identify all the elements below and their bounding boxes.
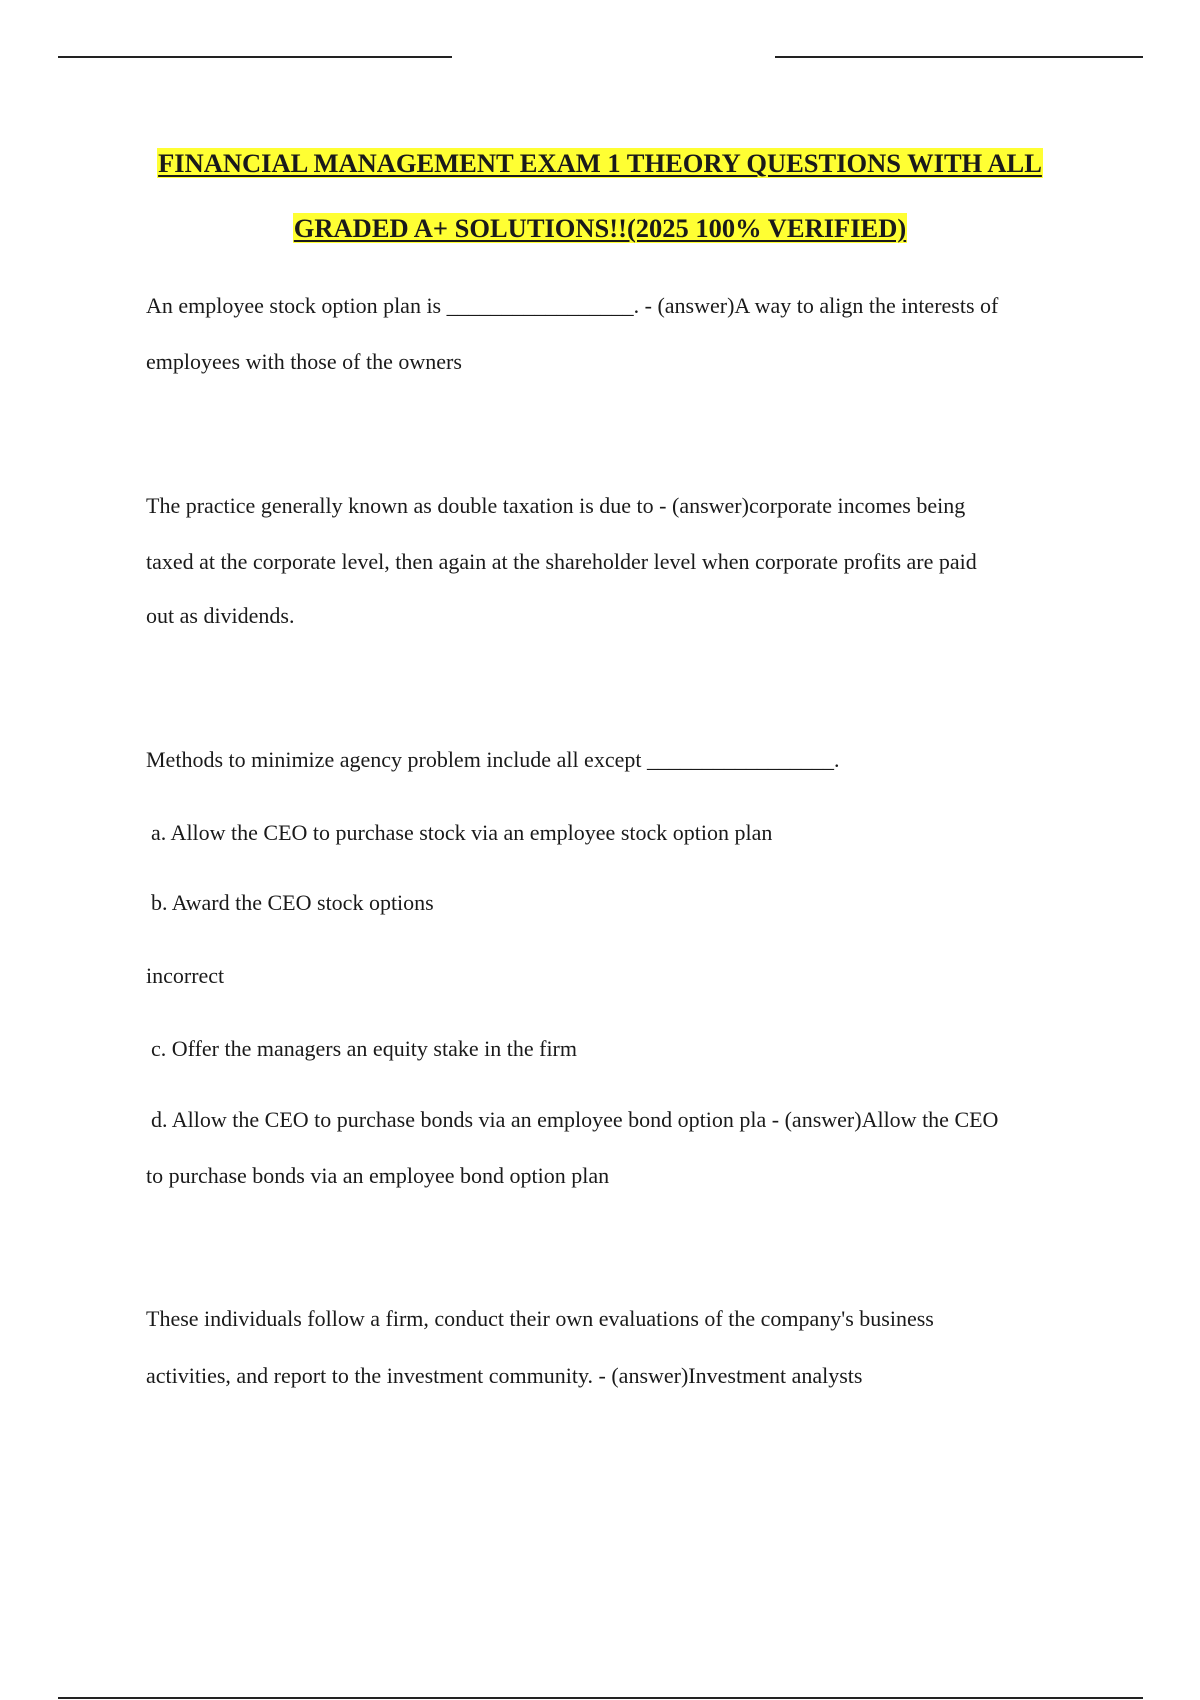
document-title-line-1 [0,146,1200,180]
q2-line-1: The practice generally known as double taxation is due to - (answer)corporate incomes being [146,493,966,518]
q3-option-d-line-1: d. Allow the CEO to purchase bonds via an employee bond option pla - (answer)Allow the CEO [151,1107,999,1132]
q1-line-2: employees with those of the owners [146,349,462,374]
footer-rule [58,1697,1143,1699]
q4-line-1: These individuals follow a firm, conduct their own evaluations of the company's business [146,1306,934,1331]
q3-option-d-line-2: to purchase bonds via an employee bond option plan [146,1163,610,1188]
document-title-line-2 [0,211,1200,245]
q3-stem: Methods to minimize agency problem include all except _________________. [146,747,840,772]
header-rule-right [775,56,1143,58]
q1-line-1: An employee stock option plan is _________________. - (answer)A way to align the interests of [146,293,999,318]
q3-note: incorrect [146,963,225,988]
q2-line-3: out as dividends. [146,603,295,628]
q2-line-2: taxed at the corporate level, then again at the shareholder level when corporate profits are paid [146,549,977,574]
q3-option-a: a. Allow the CEO to purchase stock via an employee stock option plan [151,820,773,845]
header-rule-left [58,56,452,58]
q3-option-c: c. Offer the managers an equity stake in the firm [151,1036,577,1061]
q3-option-b: b. Award the CEO stock options [151,890,434,915]
q4-line-2: activities, and report to the investment community. - (answer)Investment analysts [146,1363,863,1388]
title-highlight-1: FINANCIAL MANAGEMENT EXAM 1 THEORY QUESTIONS WITH ALL [158,148,1042,178]
title-highlight-2: GRADED A+ SOLUTIONS!!(2025 100% VERIFIED) [293,213,907,243]
